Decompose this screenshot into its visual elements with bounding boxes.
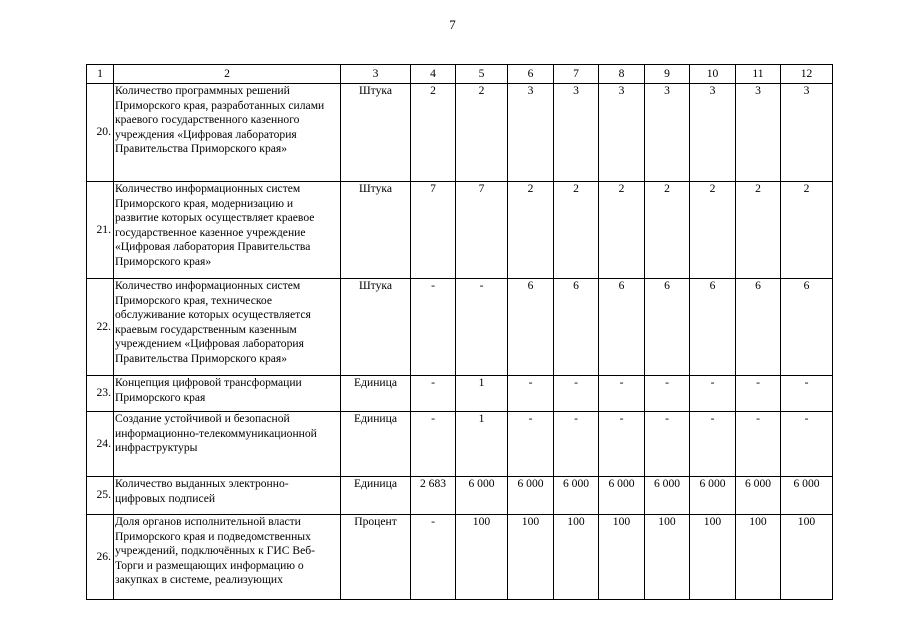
indicator-value: 3 [781, 84, 833, 182]
indicator-value: - [411, 515, 456, 600]
column-number-row [87, 65, 833, 84]
unit-of-measure: Процент [341, 515, 411, 600]
column-number: 8 [599, 65, 645, 84]
indicator-value: - [599, 376, 645, 412]
row-number: 21. [87, 182, 114, 279]
indicator-value: 2 [781, 182, 833, 279]
indicator-value: - [736, 412, 781, 477]
indicator-value: 6 000 [508, 477, 554, 515]
indicator-value: 6 000 [645, 477, 690, 515]
column-number: 12 [781, 65, 833, 84]
indicator-value: 7 [456, 182, 508, 279]
indicator-value: 2 [554, 182, 599, 279]
indicator-value: 2 [645, 182, 690, 279]
column-number: 3 [341, 65, 411, 84]
indicator-value: 6 000 [554, 477, 599, 515]
indicator-value: 3 [508, 84, 554, 182]
indicator-value: 2 [599, 182, 645, 279]
row-number: 25. [87, 477, 114, 515]
indicator-value: 3 [645, 84, 690, 182]
indicator-value: 100 [736, 515, 781, 600]
column-number: 11 [736, 65, 781, 84]
indicator-value: - [508, 412, 554, 477]
indicator-value: 6 000 [736, 477, 781, 515]
row-number: 26. [87, 515, 114, 600]
column-number: 4 [411, 65, 456, 84]
indicator-name: Количество программных решений Приморского края, разработанных силами краевого государственного казенного учреждения «Цифровая лаборатория Правительства Приморского края» [114, 84, 341, 182]
unit-of-measure: Единица [341, 376, 411, 412]
indicator-value: - [411, 376, 456, 412]
unit-of-measure: Штука [341, 279, 411, 376]
column-number: 1 [87, 65, 114, 84]
indicator-value: - [645, 376, 690, 412]
indicator-value: - [599, 412, 645, 477]
indicator-value: 2 [508, 182, 554, 279]
indicator-value: 6 000 [781, 477, 833, 515]
indicator-value: - [411, 279, 456, 376]
table-row [87, 515, 833, 600]
unit-of-measure: Штука [341, 182, 411, 279]
indicator-value: 2 [736, 182, 781, 279]
indicator-value: 100 [508, 515, 554, 600]
indicator-value: 100 [599, 515, 645, 600]
unit-of-measure: Единица [341, 477, 411, 515]
indicator-value: 100 [645, 515, 690, 600]
indicator-value: - [690, 412, 736, 477]
indicator-name: Количество информационных систем Приморского края, модернизацию и развитие которых осуществляет краевое государственное казенное учреждение «Цифровая лаборатория Правительства Приморского края» [114, 182, 341, 279]
row-number: 22. [87, 279, 114, 376]
indicator-value: - [554, 412, 599, 477]
indicator-value: - [456, 279, 508, 376]
indicator-value: 2 [411, 84, 456, 182]
indicator-value: 6 [736, 279, 781, 376]
indicator-value: 7 [411, 182, 456, 279]
indicator-value: 6 000 [456, 477, 508, 515]
unit-of-measure: Единица [341, 412, 411, 477]
row-number: 24. [87, 412, 114, 477]
indicator-name: Доля органов исполнительной власти Приморского края и подведомственных учреждений, подключённых к ГИС Веб-Торги и размещающих информацию о закупках в системе, реализующих [114, 515, 341, 600]
column-number: 7 [554, 65, 599, 84]
indicator-name: Создание устойчивой и безопасной информационно-телекоммуникационной инфраструктуры [114, 412, 341, 477]
indicator-value: 6 [781, 279, 833, 376]
indicator-value: 6 [599, 279, 645, 376]
indicator-value: 6 [645, 279, 690, 376]
indicator-name: Количество выданных электронно-цифровых подписей [114, 477, 341, 515]
indicator-value: - [508, 376, 554, 412]
indicator-value: 6 000 [599, 477, 645, 515]
table-row [87, 376, 833, 412]
indicator-value: - [645, 412, 690, 477]
indicator-value: 1 [456, 376, 508, 412]
indicator-value: - [781, 412, 833, 477]
indicator-table [86, 64, 833, 600]
indicator-value: 1 [456, 412, 508, 477]
indicator-value: - [690, 376, 736, 412]
indicator-value: 2 683 [411, 477, 456, 515]
table-row [87, 477, 833, 515]
page-number: 7 [449, 17, 456, 32]
column-number: 9 [645, 65, 690, 84]
table-body [87, 65, 833, 600]
indicator-value: 3 [736, 84, 781, 182]
table-row [87, 182, 833, 279]
indicator-value: 6 [554, 279, 599, 376]
indicator-value: - [781, 376, 833, 412]
indicator-value: 3 [599, 84, 645, 182]
indicator-value: 6 000 [690, 477, 736, 515]
column-number: 6 [508, 65, 554, 84]
column-number: 2 [114, 65, 341, 84]
table-row [87, 279, 833, 376]
indicator-value: 2 [690, 182, 736, 279]
indicator-value: 2 [456, 84, 508, 182]
indicator-value: - [554, 376, 599, 412]
unit-of-measure: Штука [341, 84, 411, 182]
table-row [87, 412, 833, 477]
indicator-value: 100 [456, 515, 508, 600]
indicator-name: Концепция цифровой трансформации Приморского края [114, 376, 341, 412]
indicator-value: - [736, 376, 781, 412]
indicator-value: - [411, 412, 456, 477]
table-row [87, 84, 833, 182]
indicator-value: 100 [690, 515, 736, 600]
indicator-value: 6 [508, 279, 554, 376]
column-number: 10 [690, 65, 736, 84]
indicator-name: Количество информационных систем Приморского края, техническое обслуживание которых осуществляется краевым государственным казенным учреждением «Цифровая лаборатория Правительства Приморского края» [114, 279, 341, 376]
indicator-value: 100 [781, 515, 833, 600]
indicator-value: 3 [690, 84, 736, 182]
indicator-value: 6 [690, 279, 736, 376]
indicator-value: 100 [554, 515, 599, 600]
row-number: 23. [87, 376, 114, 412]
row-number: 20. [87, 84, 114, 182]
indicator-value: 3 [554, 84, 599, 182]
column-number: 5 [456, 65, 508, 84]
